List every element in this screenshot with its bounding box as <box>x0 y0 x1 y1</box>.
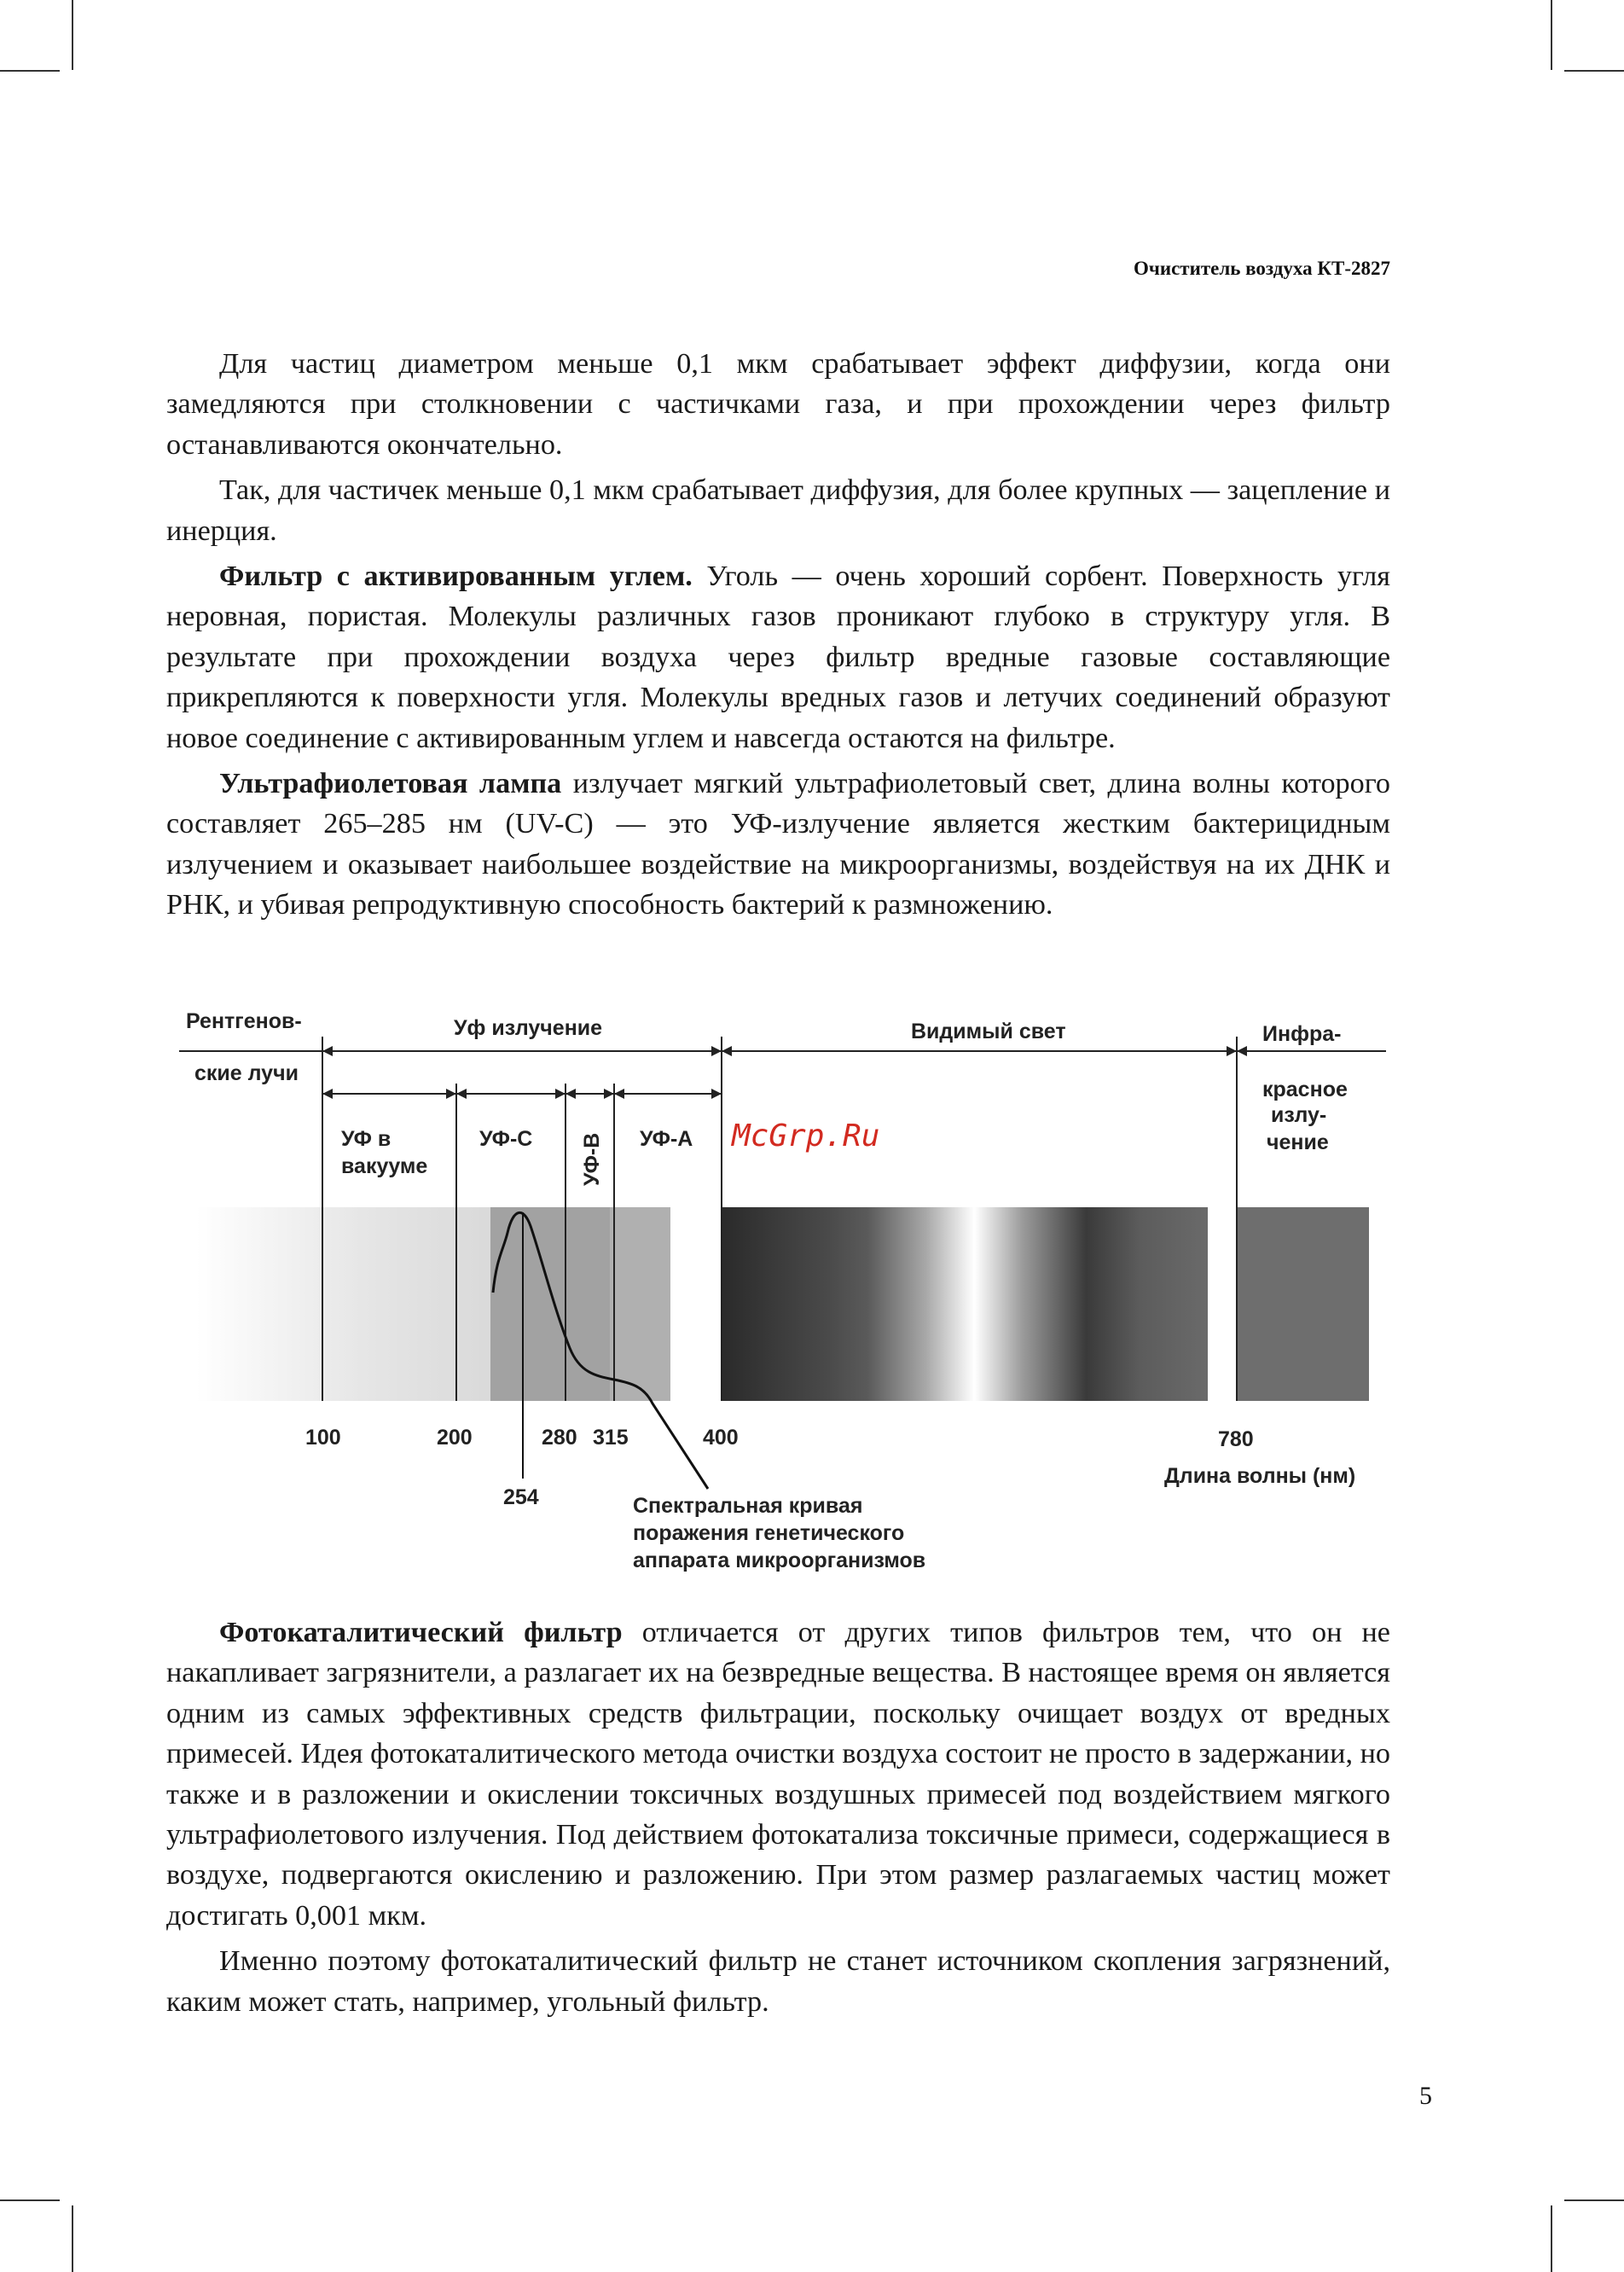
tick-280: 280 <box>542 1426 577 1450</box>
visible-gradient-band <box>722 1207 1208 1401</box>
page-number: 5 <box>1419 2082 1432 2110</box>
label-ir-4: чение <box>1267 1130 1329 1154</box>
curve-caption-3: аппарата микроорганизмов <box>633 1549 926 1572</box>
paragraph <box>166 556 1390 758</box>
label-vacuum-2: вакууме <box>341 1154 428 1178</box>
crop-mark <box>1564 2199 1624 2201</box>
tick-400: 400 <box>703 1426 739 1450</box>
arrowhead <box>604 1089 614 1099</box>
spectrum-diagram <box>179 1002 1390 1583</box>
crop-mark <box>72 2205 73 2272</box>
paragraph-text: отличается от других типов фильтров тем, что он не накапливает загрязнители, а разлагает их на безвредные вещества. В настоящее время он является одним из самых эффективных средств фильтрации, поскольку очищает воздух от вредных примесей. Идея фотокаталитического метода очистки воздуха состоит не просто в задержании, но также и в разложении и окислении токсичных воздушных примесей под воздействием мягкого ультрафиолетового излучения. Под действием фотокатализа токсичные примеси, содержащиеся в воздухе, подвергаются окислению и разложению. При этом размер разлагаемых частиц может достигать 0,001 мкм. <box>166 1617 1390 1932</box>
uva-shaded-band <box>610 1207 670 1401</box>
paragraph-lead: Фотокаталитический фильтр <box>219 1617 623 1648</box>
paragraph-text: Так, для частичек меньше 0,1 мкм срабатывает диффузия, для более крупных — зацепление и инерция. <box>166 474 1390 547</box>
tick-315: 315 <box>593 1426 629 1450</box>
arrowhead <box>555 1089 566 1099</box>
curve-caption-1: Спектральная кривая <box>633 1494 863 1518</box>
label-uva: УФ-А <box>640 1127 693 1151</box>
label-ir-2: красное <box>1262 1078 1348 1101</box>
arrowhead <box>446 1089 456 1099</box>
label-visible: Видимый свет <box>911 1020 1066 1043</box>
arrowhead <box>566 1089 576 1099</box>
infrared-band <box>1237 1207 1369 1401</box>
paragraph-text: излучает мягкий ультрафиолетовый свет, длина волны которого составляет 265–285 нм (UV-C) — это УФ-излучение является жестким бактерицидным излучением и оказывает наибольшее воздействие на микроорганизмы, воздействуя на их ДНК и РНК, и убивая репродуктивную способность бактерий к размножению. <box>166 768 1390 921</box>
crop-mark <box>1551 2205 1552 2272</box>
crop-mark <box>0 2199 60 2201</box>
tick-100: 100 <box>305 1426 341 1450</box>
arrowhead <box>322 1046 333 1056</box>
tick-780: 780 <box>1218 1427 1254 1451</box>
paragraph-text: Уголь — очень хороший сорбент. Поверхность угля неровная, пористая. Молекулы различных газов проникают глубоко в структуру угля. В результате при прохождении воздуха через фильтр вредные газовые составляющие прикрепляются к поверхности угля. Молекулы вредных газов и летучих соединений образуют новое соединение с активированным углем и навсегда остаются на фильтре. <box>166 561 1390 754</box>
label-uvc: УФ-С <box>479 1127 533 1151</box>
paragraph-lead: Ультрафиолетовая лампа <box>219 768 562 800</box>
arrowhead <box>711 1089 722 1099</box>
paragraph-text: Для частиц диаметром меньше 0,1 мкм срабатывает эффект диффузии, когда они замедляются при столкновении с частичками газа, и при прохождении через фильтр останавливаются окончательно. <box>166 348 1390 461</box>
tick-200: 200 <box>437 1426 473 1450</box>
paragraph <box>166 1612 1390 1936</box>
running-header: Очиститель воздуха КТ-2827 <box>1133 258 1390 279</box>
crop-mark <box>1551 0 1552 70</box>
body-text-top <box>166 344 1390 931</box>
label-uv: Уф излучение <box>454 1016 603 1040</box>
paragraph <box>166 764 1390 926</box>
paragraph <box>166 344 1390 465</box>
paragraph <box>166 1941 1390 2022</box>
label-xray-2: ские лучи <box>194 1061 299 1085</box>
axis-title: Длина волны (нм) <box>1164 1464 1356 1488</box>
arrowhead <box>711 1046 722 1056</box>
paragraph <box>166 470 1390 551</box>
curve-caption-2: поражения генетического <box>633 1521 905 1545</box>
label-vacuum-1: УФ в <box>341 1127 392 1151</box>
paragraph-text: Именно поэтому фотокаталитический фильтр не станет источником скопления загрязнений, каким может стать, например, угольный фильтр. <box>166 1945 1390 2018</box>
label-ir-3: излу- <box>1271 1103 1327 1127</box>
arrowhead <box>456 1089 467 1099</box>
body-text-bottom <box>166 1612 1390 2027</box>
arrowhead <box>1227 1046 1237 1056</box>
arrowhead <box>722 1046 732 1056</box>
crop-mark <box>1564 70 1624 72</box>
paragraph-lead: Фильтр с активированным углем. <box>219 561 693 593</box>
arrowhead <box>1237 1046 1247 1056</box>
peak-label-254: 254 <box>503 1485 539 1509</box>
crop-mark <box>0 70 60 72</box>
label-ir-1: Инфра- <box>1262 1022 1342 1046</box>
label-uvb: УФ-В <box>580 1132 604 1186</box>
label-xray-1: Рентгенов- <box>186 1009 302 1033</box>
crop-mark <box>72 0 73 70</box>
arrowhead <box>322 1089 333 1099</box>
watermark: McGrp.Ru <box>732 1119 880 1153</box>
arrowhead <box>614 1089 624 1099</box>
